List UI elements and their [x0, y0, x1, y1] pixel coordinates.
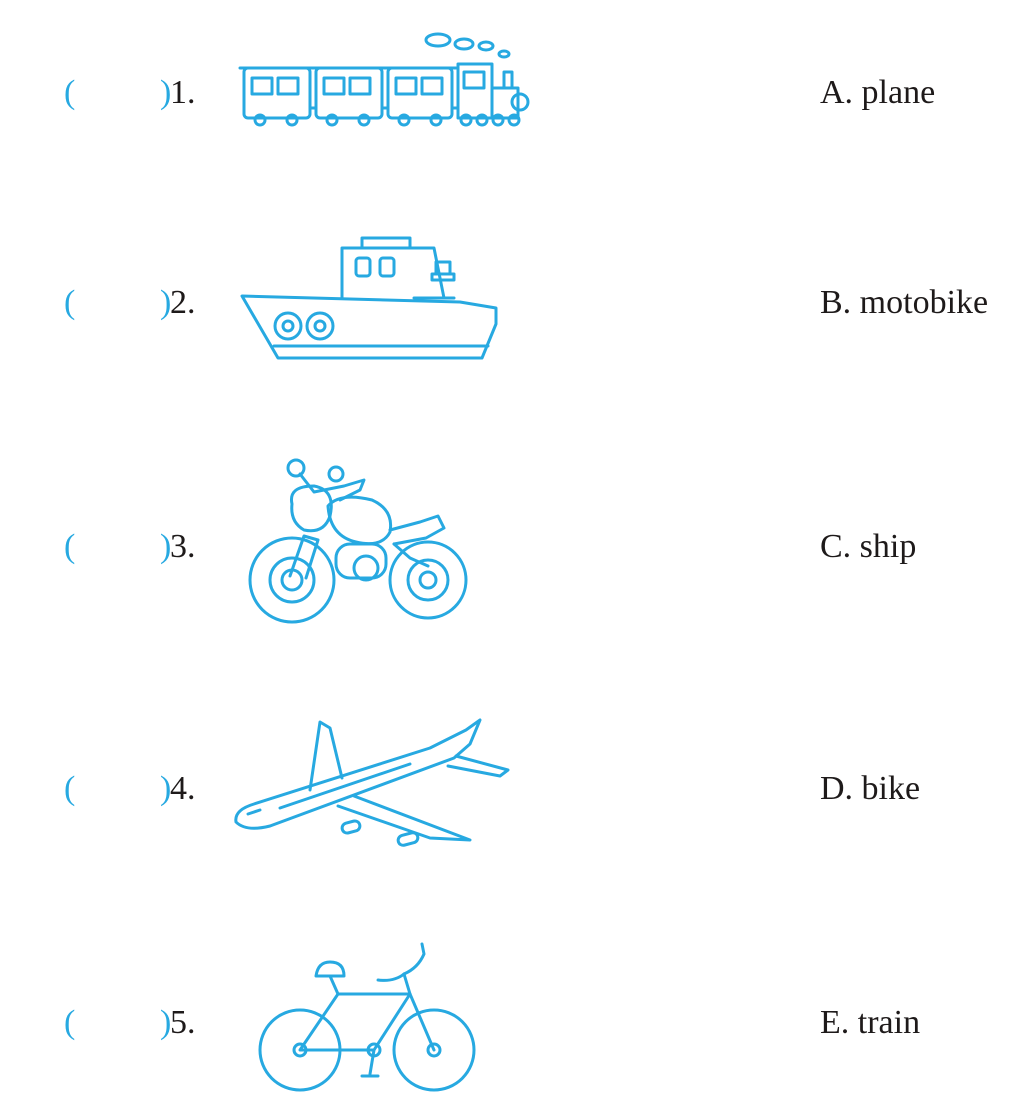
answer-blank-open-paren[interactable]: (	[64, 1004, 76, 1041]
ship-icon	[238, 234, 506, 370]
option-e: E. train	[820, 1004, 921, 1041]
question-number: 2.	[170, 284, 196, 321]
option-d: D. bike	[820, 770, 921, 807]
answer-blank-open-paren[interactable]: (	[64, 284, 76, 321]
option-c: C. ship	[820, 528, 917, 565]
answer-blank-open-paren[interactable]: (	[64, 74, 76, 111]
answer-blank-open-paren[interactable]: (	[64, 528, 76, 565]
motorbike-icon	[244, 456, 470, 628]
answer-blank-close-paren: )	[160, 74, 172, 111]
answer-blank-close-paren: )	[160, 528, 172, 565]
answer-blank-close-paren: )	[160, 284, 172, 321]
option-b: B. motobike	[820, 284, 989, 321]
answer-blank-open-paren[interactable]: (	[64, 770, 76, 807]
question-number: 3.	[170, 528, 196, 565]
plane-icon	[230, 714, 512, 854]
answer-blank-close-paren: )	[160, 1004, 172, 1041]
question-number: 4.	[170, 770, 196, 807]
question-number: 1.	[170, 74, 196, 111]
option-a: A. plane	[820, 74, 936, 111]
train-icon	[238, 28, 533, 130]
answer-blank-close-paren: )	[160, 770, 172, 807]
question-number: 5.	[170, 1004, 196, 1041]
bike-icon	[258, 940, 482, 1098]
